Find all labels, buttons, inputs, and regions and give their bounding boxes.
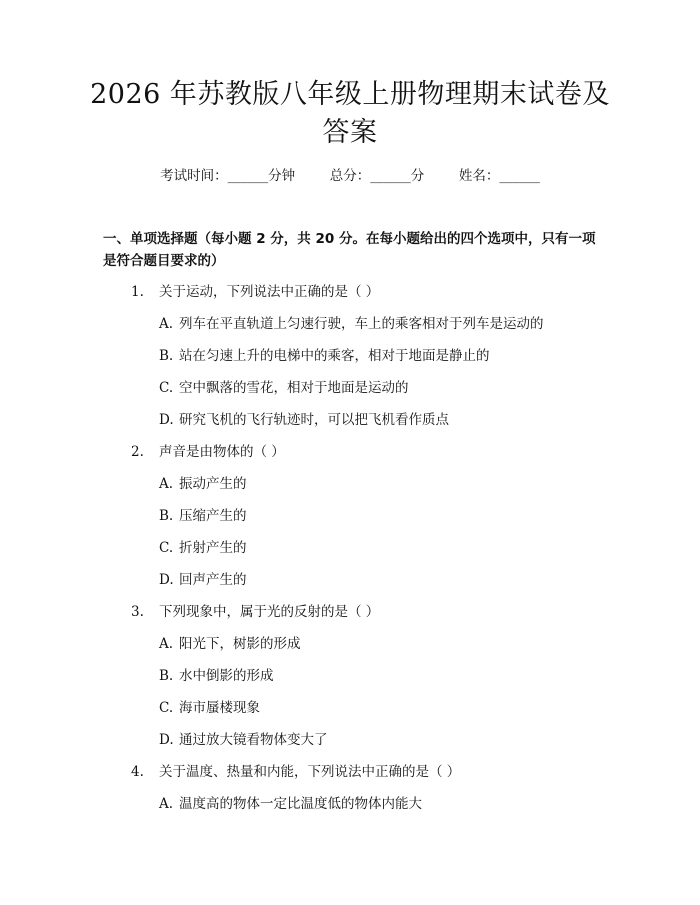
option-letter: D. [159, 412, 174, 428]
exam-info-line [0, 166, 700, 186]
answer-option [0, 730, 700, 762]
score-blank: ______ [370, 168, 411, 184]
answer-option [0, 314, 700, 346]
time-unit: 分钟 [268, 168, 296, 184]
option-letter: D. [159, 572, 174, 588]
answer-option [0, 570, 700, 602]
option-letter: A. [159, 636, 174, 652]
question-text: 声音是由物体的（ ） [159, 444, 285, 460]
option-letter: A. [159, 796, 174, 812]
answer-option [0, 346, 700, 378]
name-blank: ______ [499, 168, 540, 184]
option-text: 通过放大镜看物体变大了 [179, 732, 328, 748]
question-number: 1. [131, 284, 144, 300]
option-letter: A. [159, 316, 174, 332]
answer-option [0, 794, 700, 826]
option-letter: A. [159, 476, 174, 492]
question-stem [0, 602, 700, 634]
option-letter: B. [159, 668, 174, 684]
question-number: 3. [131, 604, 144, 620]
option-text: 海市蜃楼现象 [179, 700, 260, 716]
answer-option [0, 474, 700, 506]
option-letter: D. [159, 732, 174, 748]
answer-option [0, 634, 700, 666]
score-unit: 分 [410, 168, 425, 184]
option-text: 空中飘落的雪花，相对于地面是运动的 [179, 380, 409, 396]
option-text: 阳光下，树影的形成 [179, 636, 301, 652]
option-text: 温度高的物体一定比温度低的物体内能大 [179, 796, 422, 812]
question-stem [0, 762, 700, 794]
answer-option [0, 410, 700, 442]
question-text: 下列现象中，属于光的反射的是（ ） [159, 604, 380, 620]
option-letter: C. [159, 700, 174, 716]
option-text: 列车在平直轨道上匀速行驶，车上的乘客相对于列车是运动的 [179, 316, 544, 332]
question-number: 2. [131, 444, 144, 460]
option-text: 研究飞机的飞行轨迹时，可以把飞机看作质点 [179, 412, 449, 428]
option-text: 水中倒影的形成 [179, 668, 274, 684]
option-text: 折射产生的 [179, 540, 247, 556]
question-stem [0, 282, 700, 314]
question-list [0, 282, 700, 826]
answer-option [0, 698, 700, 730]
option-text: 站在匀速上升的电梯中的乘客，相对于地面是静止的 [179, 348, 490, 364]
question-text: 关于温度、热量和内能，下列说法中正确的是（ ） [159, 764, 461, 780]
page-title: 2026 年苏教版八年级上册物理期末试卷及答案 [90, 79, 610, 148]
time-label: 考试时间： [160, 168, 228, 184]
option-text: 回声产生的 [179, 572, 247, 588]
option-letter: C. [159, 380, 174, 396]
answer-option [0, 506, 700, 538]
score-label: 总分： [329, 168, 371, 184]
option-text: 压缩产生的 [179, 508, 247, 524]
question-stem [0, 442, 700, 474]
answer-option [0, 378, 700, 410]
option-letter: C. [159, 540, 174, 556]
name-label: 姓名： [458, 168, 500, 184]
section-heading: 一、单项选择题（每小题 2 分，共 20 分。在每小题给出的四个选项中，只有一项是符合题目要求的） [103, 231, 596, 269]
option-letter: B. [159, 348, 174, 364]
answer-option [0, 666, 700, 698]
option-letter: B. [159, 508, 174, 524]
option-text: 振动产生的 [179, 476, 247, 492]
question-number: 4. [131, 764, 144, 780]
question-text: 关于运动，下列说法中正确的是（ ） [159, 284, 380, 300]
answer-option [0, 538, 700, 570]
time-blank: ______ [227, 168, 269, 184]
